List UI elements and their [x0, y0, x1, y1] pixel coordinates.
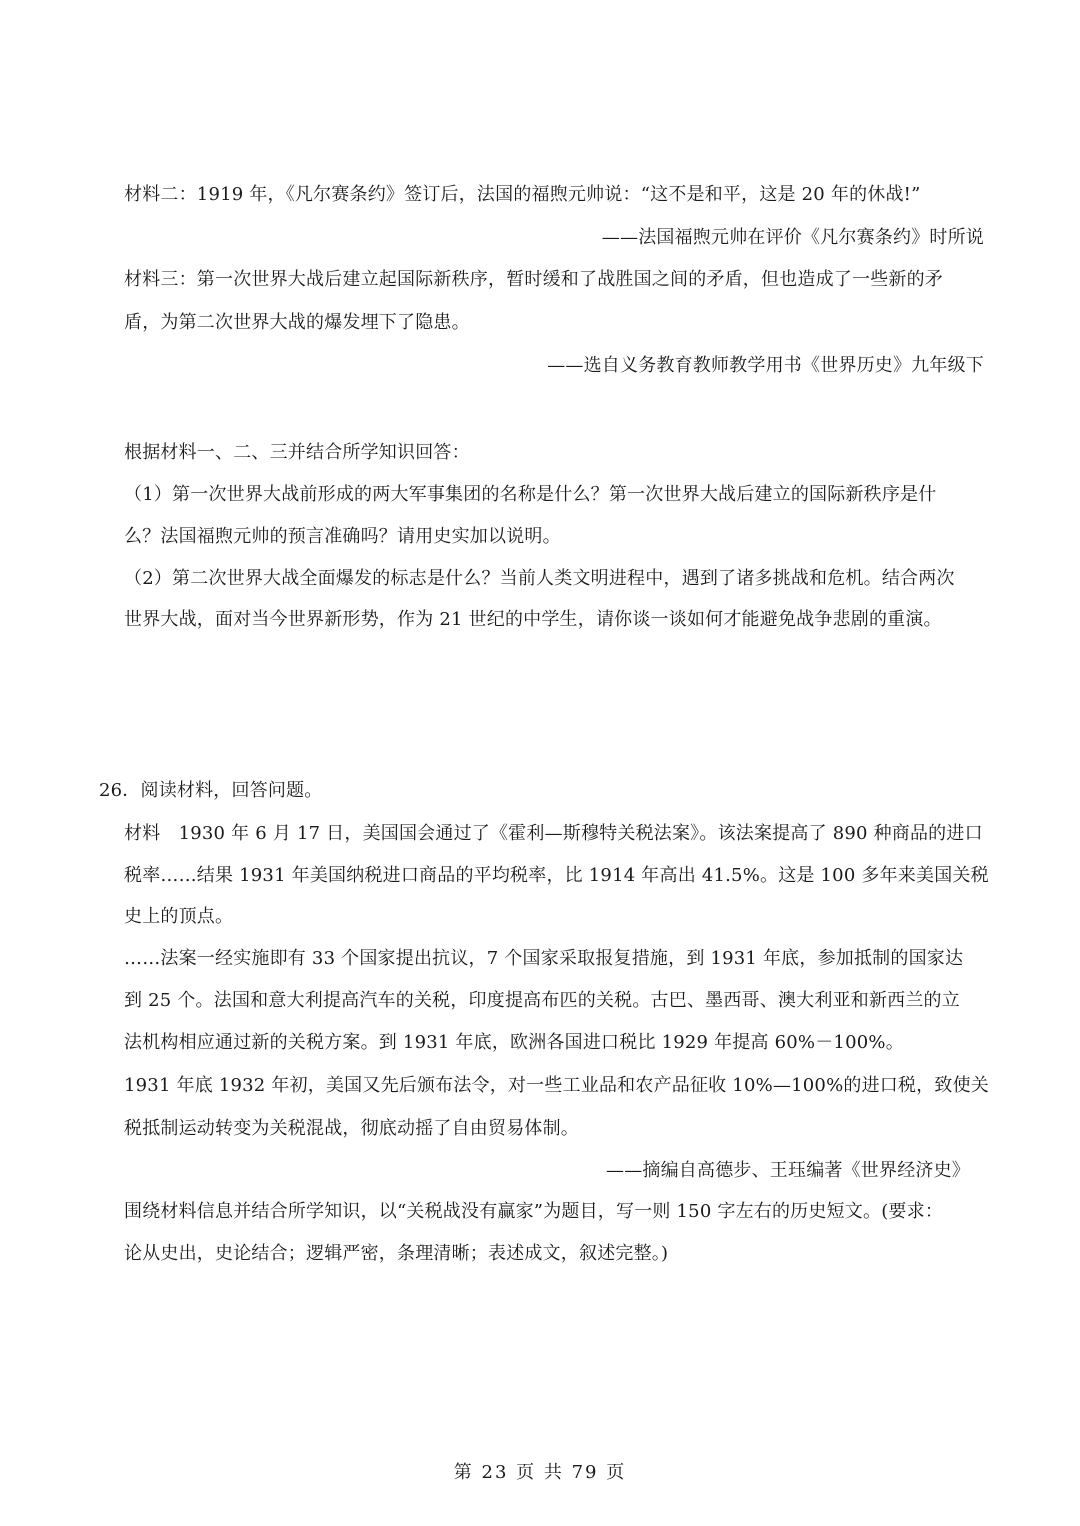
- question-26-heading: 26．阅读材料，回答问题。: [99, 780, 323, 801]
- answer-prompt: 根据材料一、二、三并结合所学知识回答：: [124, 442, 470, 463]
- material-three-line-2: 盾，为第二次世界大战的爆发埋下了隐患。: [124, 312, 470, 333]
- material-three-line-1: 材料三：第一次世界大战后建立起国际新秩序，暂时缓和了战胜国之间的矛盾，但也造成了一些新的矛: [124, 269, 943, 290]
- material-two-source: ——法国福煦元帅在评价《凡尔赛条约》时所说: [601, 227, 984, 248]
- q26-material-line-2: 税率……结果 1931 年美国纳税进口商品的平均税率，比 1914 年高出 41.5%。这是 100 多年来美国关税: [124, 865, 989, 886]
- q26-paragraph-2-line-1: ……法案一经实施即有 33 个国家提出抗议，7 个国家采取报复措施，到 1931 年底，参加抵制的国家达: [124, 948, 964, 969]
- q26-task-line-1: 围绕材料信息并结合所学知识，以“关税战没有赢家”为题目，写一则 150 字左右的历史短文。(要求：: [124, 1201, 944, 1222]
- sub-question-2-line-2: 世界大战，面对当今世界新形势，作为 21 世纪的中学生，请你谈一谈如何才能避免战争悲剧的重演。: [124, 609, 942, 630]
- sub-question-2-line-1: （2）第二次世界大战全面爆发的标志是什么？当前人类文明进程中，遇到了诸多挑战和危机。结合两次: [124, 568, 955, 589]
- sub-question-1-line-2: 么？法国福煦元帅的预言准确吗？请用史实加以说明。: [124, 526, 561, 547]
- page-number: 第 23 页 共 79 页: [453, 1462, 627, 1483]
- q26-source: ——摘编自高德步、王珏编著《世界经济史》: [606, 1160, 970, 1181]
- q26-paragraph-3-line-2: 税抵制运动转变为关税混战，彻底动摇了自由贸易体制。: [124, 1118, 579, 1139]
- q26-material-line-1: 材料 1930 年 6 月 17 日，美国国会通过了《霍利—斯穆特关税法案》。该法案提高了 890 种商品的进口: [124, 823, 983, 844]
- material-three-source: ——选自义务教育教师教学用书《世界历史》九年级下: [547, 355, 984, 376]
- q26-paragraph-2-line-3: 法机构相应通过新的关税方案。到 1931 年底，欧洲各国进口税比 1929 年提高 60%－100%。: [124, 1032, 904, 1053]
- q26-paragraph-2-line-2: 到 25 个。法国和意大利提高汽车的关税，印度提高布匹的关税。古巴、墨西哥、澳大利亚和新西兰的立: [124, 990, 960, 1011]
- q26-paragraph-3-line-1: 1931 年底 1932 年初，美国又先后颁布法令，对一些工业品和农产品征收 10%—100%的进口税，致使关: [124, 1075, 989, 1096]
- q26-material-line-3: 史上的顶点。: [124, 906, 234, 927]
- sub-question-1-line-1: （1）第一次世界大战前形成的两大军事集团的名称是什么？第一次世界大战后建立的国际新秩序是什: [124, 484, 937, 505]
- material-two: 材料二：1919 年，《凡尔赛条约》签订后，法国的福煦元帅说：“这不是和平，这是 20 年的休战!”: [124, 184, 921, 205]
- q26-task-line-2: 论从史出，史论结合；逻辑严密，条理清晰；表述成文，叙述完整。): [124, 1243, 669, 1264]
